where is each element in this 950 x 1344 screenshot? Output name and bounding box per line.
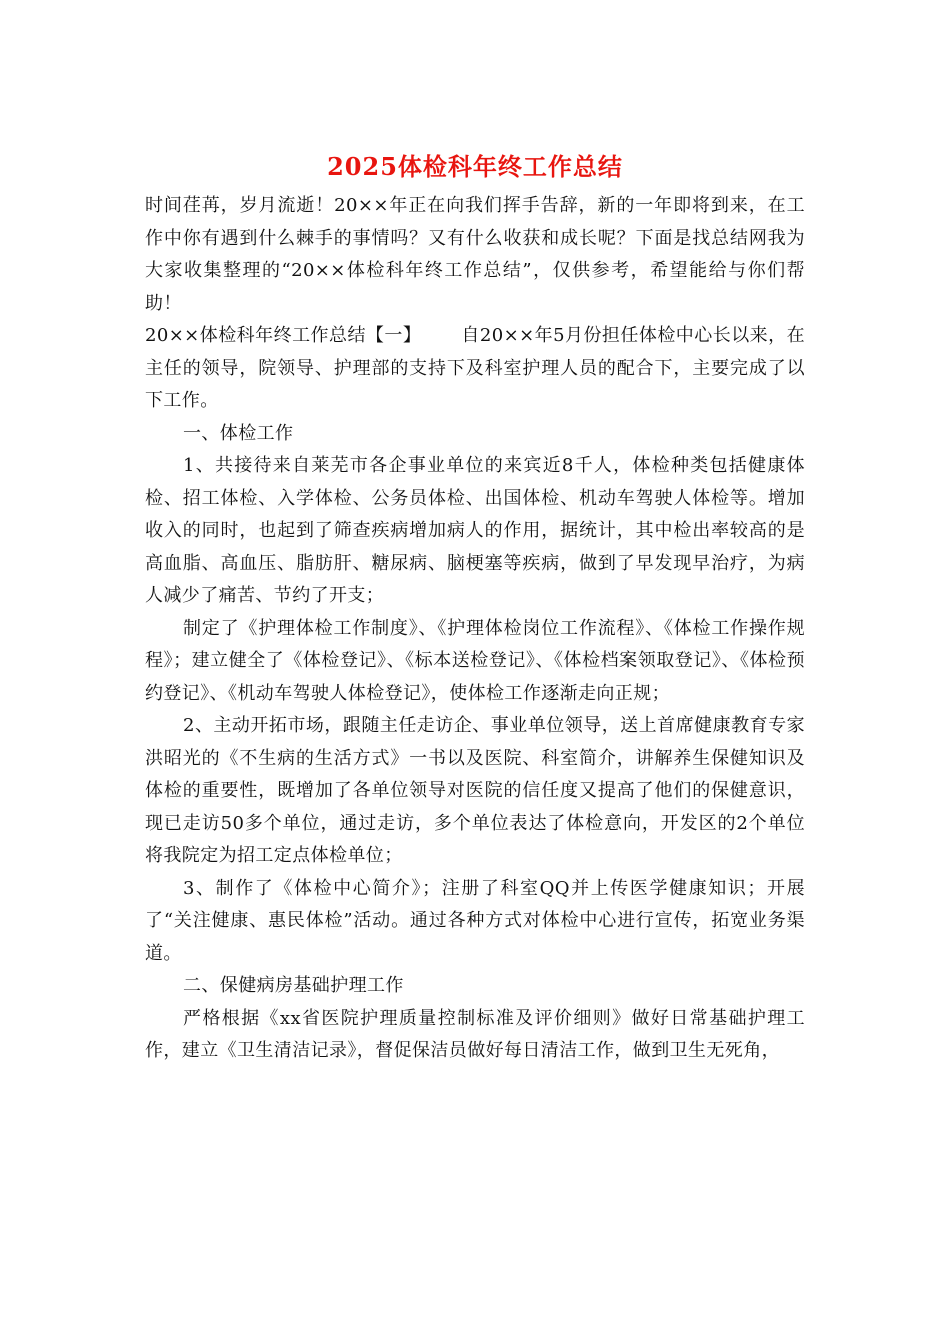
part-heading: 20××体检科年终工作总结【一】 [145,325,422,346]
section-heading-1: 一、体检工作 [183,422,294,444]
section-1-paragraph-2: 制定了《护理体检工作制度》、《护理体检岗位工作流程》、《体检工作操作规程》；建立健全了《体检登记》、《标本送检登记》、《体检档案领取登记》、《体检预约登记》、《机动车驾驶人体检登记》，使体检工作逐渐走向正规； [145,617,805,704]
part-opening: 自20××年5月份担任体检中心长以来，在主任的领导，院领导、护理部的支持下及科室护理人员的配合下，主要完成了以下工作。 [145,325,805,411]
section-1-paragraph-3: 2、主动开拓市场，跟随主任走访企、事业单位领导，送上首席健康教育专家洪昭光的《不生病的生活方式》一书以及医院、科室简介，讲解养生保健知识及体检的重要性，既增加了各单位领导对医院的信任度又提高了他们的保健意识，现已走访50多个单位，通过走访，多个单位表达了体检意向，开发区的2个单位将我院定为招工定点体检单位； [145,715,805,866]
document-body [145,190,805,1068]
section-1-paragraph-4: 3、制作了《体检中心简介》；注册了科室QQ并上传医学健康知识；开展了“关注健康、惠民体检”活动。通过各种方式对体检中心进行宣传，拓宽业务渠道。 [145,877,805,964]
intro-paragraph: 时间荏苒，岁月流逝！20××年正在向我们挥手告辞，新的一年即将到来，在工作中你有遇到什么棘手的事情吗？又有什么收获和成长呢？下面是找总结网我为大家收集整理的“20××体检科年终工作总结”，仅供参考，希望能给与你们帮助！ [145,195,805,314]
section-1-paragraph-1: 1、共接待来自莱芜市各企事业单位的来宾近8千人，体检种类包括健康体检、招工体检、入学体检、公务员体检、出国体检、机动车驾驶人体检等。增加收入的同时，也起到了筛查疾病增加病人的作用，据统计，其中检出率较高的是高血脂、高血压、脂肪肝、糖尿病、脑梗塞等疾病，做到了早发现早治疗，为病人减少了痛苦、节约了开支； [145,455,805,606]
document-title: 2025体检科年终工作总结 [327,152,623,181]
section-2-paragraph-1: 严格根据《xx省医院护理质量控制标准及评价细则》做好日常基础护理工作，建立《卫生清洁记录》，督促保洁员做好每日清洁工作，做到卫生无死角， [145,1007,805,1061]
section-heading-2: 二、保健病房基础护理工作 [183,975,404,996]
part-paragraph [145,320,805,418]
